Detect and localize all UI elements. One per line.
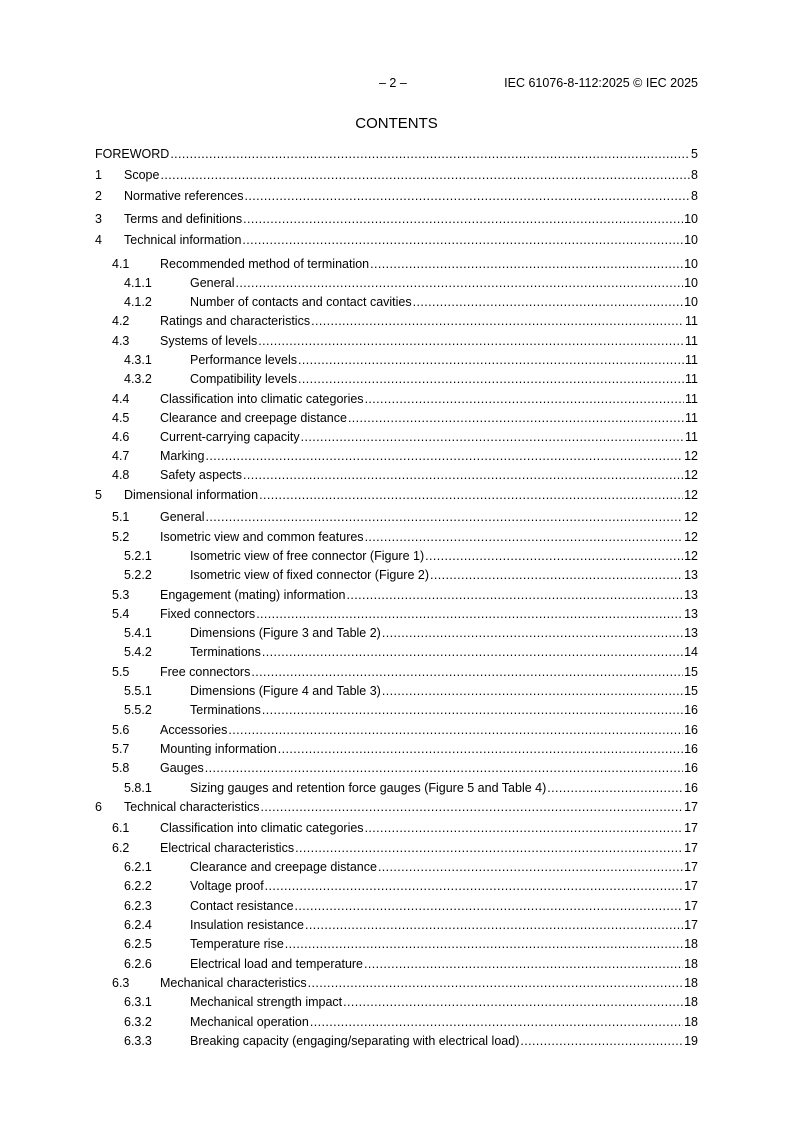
toc-entry-title: Compatibility levels <box>190 372 297 386</box>
dot-leader <box>242 232 683 248</box>
dot-leader <box>311 313 684 329</box>
toc-entry[interactable] <box>95 898 698 914</box>
toc-entry-title: Technical information <box>124 233 242 247</box>
toc-entry-number: 4.8 <box>112 468 130 482</box>
toc-entry-page: 8 <box>691 168 698 182</box>
toc-entry-page: 13 <box>684 607 698 621</box>
toc-entry[interactable] <box>95 232 698 248</box>
toc-entry[interactable] <box>95 994 698 1010</box>
toc-entry-number: 4 <box>95 233 102 247</box>
toc-entry-number: 5.4.2 <box>124 645 152 659</box>
toc-entry-title: Terminations <box>190 703 261 717</box>
toc-entry-page: 17 <box>684 800 698 814</box>
toc-entry-page: 11 <box>685 392 698 406</box>
toc-entry[interactable] <box>95 487 698 503</box>
toc-entry-title: Normative references <box>124 189 244 203</box>
toc-entry-title: Systems of levels <box>160 334 258 348</box>
toc-entry-number: 5.5 <box>112 665 130 679</box>
toc-entry-page: 11 <box>685 430 698 444</box>
toc-entry[interactable] <box>95 683 698 699</box>
dot-leader <box>365 391 684 407</box>
dot-leader <box>298 371 684 387</box>
toc-entry[interactable] <box>95 1014 698 1030</box>
toc-entry[interactable] <box>95 509 698 525</box>
toc-entry-title: General <box>190 276 235 290</box>
toc-entry-number: 5 <box>95 488 102 502</box>
toc-entry-number: 4.4 <box>112 392 130 406</box>
toc-entry-title: Insulation resistance <box>190 918 304 932</box>
toc-entry-title: Isometric view and common features <box>160 530 364 544</box>
toc-entry[interactable] <box>95 702 698 718</box>
toc-entry-page: 18 <box>684 1015 698 1029</box>
toc-entry-number: 5.8 <box>112 761 130 775</box>
dot-leader <box>425 548 683 564</box>
toc-entry-page: 18 <box>684 995 698 1009</box>
dot-leader <box>382 683 683 699</box>
toc-entry-page: 13 <box>684 568 698 582</box>
toc-entry-number: 6.2.5 <box>124 937 152 951</box>
toc-entry-page: 19 <box>684 1034 698 1048</box>
toc-entry-title: Performance levels <box>190 353 297 367</box>
toc-entry-number: 6.3.1 <box>124 995 152 1009</box>
toc-entry-title: Mechanical strength impact <box>190 995 343 1009</box>
toc-entry-number: 4.1.2 <box>124 295 152 309</box>
toc-entry[interactable] <box>95 146 698 162</box>
toc-entry-title: Recommended method of termination <box>160 257 370 271</box>
toc-entry-title: Safety aspects <box>160 468 242 482</box>
toc-entry-title: Clearance and creepage distance <box>160 411 347 425</box>
toc-entry[interactable] <box>95 467 698 483</box>
dot-leader <box>260 799 683 815</box>
toc-entry[interactable] <box>95 780 698 796</box>
toc-entry-number: 5.8.1 <box>124 781 152 795</box>
toc-entry-number: 6.2.1 <box>124 860 152 874</box>
toc-entry-page: 12 <box>684 549 698 563</box>
toc-entry-number: 5.2.2 <box>124 568 152 582</box>
toc-entry-number: 5.5.2 <box>124 703 152 717</box>
toc-entry-number: 5.6 <box>112 723 130 737</box>
toc-entry-title: Ratings and characteristics <box>160 314 311 328</box>
dot-leader <box>343 994 683 1010</box>
toc-entry-page: 18 <box>684 937 698 951</box>
toc-entry-page: 10 <box>684 212 698 226</box>
toc-entry-title: Number of contacts and contact cavities <box>190 295 412 309</box>
toc-entry[interactable] <box>95 256 698 272</box>
page-header <box>95 76 698 92</box>
toc-entry-title: Technical characteristics <box>124 800 260 814</box>
toc-entry-page: 5 <box>691 147 698 161</box>
toc-entry-number: 4.7 <box>112 449 130 463</box>
toc-entry-title: Isometric view of free connector (Figure 1) <box>190 549 425 563</box>
dot-leader <box>205 760 683 776</box>
toc-entry[interactable] <box>95 760 698 776</box>
toc-entry-title: Current-carrying capacity <box>160 430 300 444</box>
toc-entry-title: Electrical load and temperature <box>190 957 364 971</box>
toc-entry-page: 12 <box>684 510 698 524</box>
dot-leader <box>520 1033 683 1049</box>
toc-entry[interactable] <box>95 567 698 583</box>
dot-leader <box>347 587 684 603</box>
toc-entry-number: 4.6 <box>112 430 130 444</box>
dot-leader <box>262 702 683 718</box>
toc-entry-number: 5.4 <box>112 607 130 621</box>
toc-entry-number: 4.5 <box>112 411 130 425</box>
dot-leader <box>301 429 684 445</box>
toc-entry-number: 4.3 <box>112 334 130 348</box>
toc-entry-page: 16 <box>684 723 698 737</box>
toc-entry[interactable] <box>95 391 698 407</box>
toc-entry-page: 11 <box>685 411 698 425</box>
document-id: IEC 61076-8-112:2025 © IEC 2025 <box>504 76 698 90</box>
toc-entry-page: 10 <box>684 276 698 290</box>
toc-entry-number: 6.2.4 <box>124 918 152 932</box>
toc-entry[interactable] <box>95 167 698 183</box>
toc-entry-page: 12 <box>684 449 698 463</box>
toc-entry-title: Clearance and creepage distance <box>190 860 377 874</box>
toc-entry-page: 8 <box>691 189 698 203</box>
dot-leader <box>547 780 683 796</box>
toc-entry-title: Mounting information <box>160 742 277 756</box>
toc-entry-title: Classification into climatic categories <box>160 392 364 406</box>
toc-entry-number: 6.2.6 <box>124 957 152 971</box>
toc-entry-page: 10 <box>684 233 698 247</box>
toc-entry-number: 6.2 <box>112 841 130 855</box>
toc-entry[interactable] <box>95 606 698 622</box>
dot-leader <box>365 529 684 545</box>
dot-leader <box>243 467 683 483</box>
toc-entry-page: 15 <box>684 665 698 679</box>
dot-leader <box>259 487 683 503</box>
dot-leader <box>370 256 683 272</box>
toc-entry-number: 6.3.3 <box>124 1034 152 1048</box>
toc-entry[interactable] <box>95 587 698 603</box>
toc-entry-number: 5.7 <box>112 742 130 756</box>
toc-entry[interactable] <box>95 211 698 227</box>
toc-entry-page: 16 <box>684 742 698 756</box>
toc-entry-page: 11 <box>685 334 698 348</box>
toc-entry-page: 11 <box>685 372 698 386</box>
dot-leader <box>285 936 683 952</box>
toc-entry-title: Dimensional information <box>124 488 259 502</box>
toc-entry-page: 14 <box>684 645 698 659</box>
toc-entry-title: FOREWORD <box>95 147 170 161</box>
toc-entry-page: 10 <box>684 295 698 309</box>
dot-leader <box>382 625 683 641</box>
toc-entry-title: Mechanical characteristics <box>160 976 307 990</box>
toc-entry-page: 11 <box>685 353 698 367</box>
toc-entry-title: Engagement (mating) information <box>160 588 346 602</box>
toc-entry[interactable] <box>95 956 698 972</box>
toc-entry[interactable] <box>95 840 698 856</box>
toc-entry[interactable] <box>95 371 698 387</box>
toc-entry-number: 5.1 <box>112 510 130 524</box>
dot-leader <box>364 956 683 972</box>
toc-entry-number: 4.1 <box>112 257 130 271</box>
toc-entry[interactable] <box>95 548 698 564</box>
toc-entry-number: 4.3.2 <box>124 372 152 386</box>
toc-entry[interactable] <box>95 664 698 680</box>
dot-leader <box>430 567 683 583</box>
toc-entry-number: 5.2.1 <box>124 549 152 563</box>
toc-entry[interactable] <box>95 529 698 545</box>
dot-leader <box>205 448 683 464</box>
dot-leader <box>348 410 684 426</box>
toc-entry[interactable] <box>95 188 698 204</box>
dot-leader <box>278 741 683 757</box>
dot-leader <box>243 211 683 227</box>
toc-entry-title: Classification into climatic categories <box>160 821 364 835</box>
toc-entry[interactable] <box>95 820 698 836</box>
toc-entry-title: Terminations <box>190 645 261 659</box>
toc-entry-page: 16 <box>684 781 698 795</box>
toc-entry-title: Electrical characteristics <box>160 841 295 855</box>
toc-entry[interactable] <box>95 917 698 933</box>
toc-entry[interactable] <box>95 429 698 445</box>
toc-entry-title: Voltage proof <box>190 879 264 893</box>
dot-leader <box>413 294 683 310</box>
toc-entry-title: Accessories <box>160 723 228 737</box>
toc-entry-title: Terms and definitions <box>124 212 243 226</box>
toc-entry-number: 5.5.1 <box>124 684 152 698</box>
toc-entry-number: 6.2.2 <box>124 879 152 893</box>
toc-entry-page: 13 <box>684 626 698 640</box>
toc-entry-title: General <box>160 510 205 524</box>
toc-entry-title: Gauges <box>160 761 204 775</box>
toc-entry[interactable] <box>95 313 698 329</box>
toc-entry-page: 17 <box>684 918 698 932</box>
toc-entry-title: Scope <box>124 168 160 182</box>
toc-entry-number: 4.3.1 <box>124 353 152 367</box>
toc-entry[interactable] <box>95 722 698 738</box>
toc-entry-page: 18 <box>684 976 698 990</box>
toc-entry-title: Breaking capacity (engaging/separating with electrical load) <box>190 1034 520 1048</box>
toc-entry-page: 13 <box>684 588 698 602</box>
toc-entry-title: Temperature rise <box>190 937 284 951</box>
toc-entry-page: 11 <box>685 314 698 328</box>
dot-leader <box>295 840 683 856</box>
toc-entry-page: 12 <box>684 488 698 502</box>
dot-leader <box>205 509 683 525</box>
page-number: – 2 – <box>379 76 407 90</box>
toc-entry-number: 3 <box>95 212 102 226</box>
toc-entry-number: 6.2.3 <box>124 899 152 913</box>
toc-entry-title: Isometric view of fixed connector (Figure 2) <box>190 568 429 582</box>
toc-entry-title: Free connectors <box>160 665 251 679</box>
dot-leader <box>170 146 690 162</box>
page-title: CONTENTS <box>355 115 438 132</box>
toc-entry[interactable] <box>95 625 698 641</box>
toc-entry-title: Contact resistance <box>190 899 294 913</box>
toc-entry-number: 2 <box>95 189 102 203</box>
dot-leader <box>305 917 683 933</box>
dot-leader <box>245 188 691 204</box>
dot-leader <box>251 664 683 680</box>
toc-entry-page: 17 <box>684 821 698 835</box>
toc-entry-page: 17 <box>684 841 698 855</box>
toc-entry-number: 5.4.1 <box>124 626 152 640</box>
toc-entry[interactable] <box>95 448 698 464</box>
toc-entry-title: Sizing gauges and retention force gauges (Figure 5 and Table 4) <box>190 781 547 795</box>
toc-entry-page: 18 <box>684 957 698 971</box>
toc-entry-title: Dimensions (Figure 3 and Table 2) <box>190 626 381 640</box>
dot-leader <box>298 352 684 368</box>
dot-leader <box>265 878 683 894</box>
toc-entry-page: 15 <box>684 684 698 698</box>
toc-entry-page: 12 <box>684 468 698 482</box>
toc-entry[interactable] <box>95 741 698 757</box>
toc-entry[interactable] <box>95 333 698 349</box>
dot-leader <box>262 644 683 660</box>
toc-entry-number: 5.3 <box>112 588 130 602</box>
toc-entry-page: 17 <box>684 879 698 893</box>
toc-entry-title: Mechanical operation <box>190 1015 309 1029</box>
dot-leader <box>295 898 684 914</box>
dot-leader <box>160 167 690 183</box>
toc-entry[interactable] <box>95 936 698 952</box>
toc-entry-title: Fixed connectors <box>160 607 256 621</box>
toc-entry[interactable] <box>95 878 698 894</box>
toc-entry-page: 17 <box>684 899 698 913</box>
toc-entry[interactable] <box>95 294 698 310</box>
toc-entry-title: Dimensions (Figure 4 and Table 3) <box>190 684 381 698</box>
toc-entry[interactable] <box>95 410 698 426</box>
dot-leader <box>310 1014 683 1030</box>
toc-entry[interactable] <box>95 859 698 875</box>
dot-leader <box>378 859 683 875</box>
toc-entry[interactable] <box>95 275 698 291</box>
toc-entry-page: 12 <box>684 530 698 544</box>
dot-leader <box>308 975 684 991</box>
toc-entry[interactable] <box>95 799 698 815</box>
toc-entry-number: 4.2 <box>112 314 130 328</box>
dot-leader <box>228 722 683 738</box>
toc-entry-number: 4.1.1 <box>124 276 152 290</box>
toc-entry-page: 16 <box>684 703 698 717</box>
toc-entry-number: 1 <box>95 168 102 182</box>
toc-entry-number: 5.2 <box>112 530 130 544</box>
dot-leader <box>235 275 683 291</box>
dot-leader <box>365 820 684 836</box>
toc-entry-number: 6.1 <box>112 821 130 835</box>
toc-entry-page: 16 <box>684 761 698 775</box>
toc-entry-number: 6.3 <box>112 976 130 990</box>
toc-entry[interactable] <box>95 644 698 660</box>
toc-entry[interactable] <box>95 975 698 991</box>
toc-entry-number: 6 <box>95 800 102 814</box>
toc-entry[interactable] <box>95 352 698 368</box>
toc-entry[interactable] <box>95 1033 698 1049</box>
toc-entry-number: 6.3.2 <box>124 1015 152 1029</box>
toc-entry-page: 17 <box>684 860 698 874</box>
toc-entry-page: 10 <box>684 257 698 271</box>
dot-leader <box>256 606 683 622</box>
toc-entry-title: Marking <box>160 449 205 463</box>
dot-leader <box>258 333 684 349</box>
